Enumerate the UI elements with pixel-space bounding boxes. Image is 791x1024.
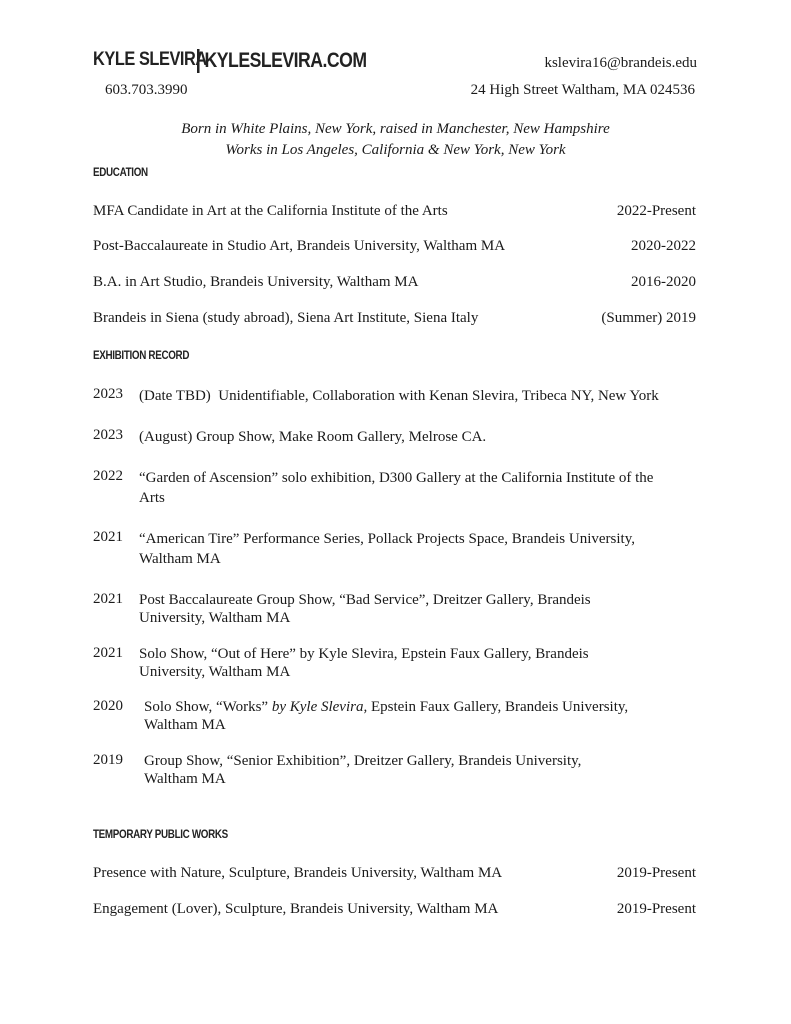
exhibition-venue: Epstein Faux Gallery, Brandeis University, <box>370 699 629 715</box>
education-date: 2016-2020 <box>631 274 696 290</box>
exhibition-line <box>144 698 628 716</box>
website-link[interactable]: KYLESLEVIRA.COM <box>197 49 367 73</box>
education-title: MFA Candidate in Art at the California Institute of the Arts <box>93 203 448 219</box>
bio-workplace: Works in Los Angeles, California & New York, New York <box>225 142 566 158</box>
education-item <box>93 238 696 255</box>
exhibition-entry <box>139 645 589 681</box>
phone-number: 603.703.3990 <box>105 82 188 98</box>
public-work-title: Presence with Nature, Sculpture, Brandeis University, Waltham MA <box>93 865 503 881</box>
exhibition-line: Waltham MA <box>144 717 226 733</box>
exhibition-title: Solo Show, “Works” <box>144 699 269 715</box>
education-item <box>93 203 696 220</box>
education-heading: EDUCATION <box>93 165 148 179</box>
exhibition-artist: by Kyle Slevira, <box>271 699 368 715</box>
exhibition-entry <box>139 427 486 447</box>
exhibition-line: Solo Show, “Out of Here” by Kyle Slevira, Epstein Faux Gallery, Brandeis <box>139 646 589 662</box>
exhibition-year: 2021 <box>93 645 123 661</box>
exhibition-line: Waltham MA <box>144 771 226 787</box>
education-title: B.A. in Art Studio, Brandeis University, Waltham MA <box>93 274 419 290</box>
education-title: Post-Baccalaureate in Studio Art, Brandeis University, Waltham MA <box>93 238 506 254</box>
exhibition-year: 2021 <box>93 591 123 607</box>
education-date: (Summer) 2019 <box>601 310 696 326</box>
exhibition-entry <box>144 752 581 788</box>
exhibition-line: University, Waltham MA <box>139 664 291 680</box>
exhibition-year: 2022 <box>93 468 123 484</box>
exhibition-line: (August) Group Show, Make Room Gallery, Melrose CA. <box>139 429 487 445</box>
exhibition-line: “American Tire” Performance Series, Pollack Projects Space, Brandeis University, <box>139 531 635 547</box>
exhibition-year: 2019 <box>93 752 123 768</box>
exhibition-entry <box>139 386 659 406</box>
education-date: 2020-2022 <box>631 238 696 254</box>
education-title: Brandeis in Siena (study abroad), Siena Art Institute, Siena Italy <box>93 310 479 326</box>
public-work-item <box>93 901 696 918</box>
exhibition-year: 2020 <box>93 698 123 714</box>
exhibition-line: Waltham MA <box>139 551 221 567</box>
exhibition-line: University, Waltham MA <box>139 610 291 626</box>
education-item <box>93 274 696 291</box>
exhibition-line: Post Baccalaureate Group Show, “Bad Service”, Dreitzer Gallery, Brandeis <box>139 592 591 608</box>
exhibition-heading: EXHIBITION RECORD <box>93 348 190 362</box>
public-work-date: 2019-Present <box>616 901 696 917</box>
email-link[interactable]: kslevira16@brandeis.edu <box>544 55 697 71</box>
exhibition-entry <box>139 529 635 569</box>
exhibition-line: Arts <box>139 490 165 506</box>
exhibition-line: “Garden of Ascension” solo exhibition, D300 Gallery at the California Institute of the <box>139 470 654 486</box>
exhibition-entry <box>139 591 591 627</box>
exhibition-line: (Date TBD) Unidentifiable, Collaboration with Kenan Slevira, Tribeca NY, New York <box>139 388 659 404</box>
street-address: 24 High Street Waltham, MA 024536 <box>470 82 695 98</box>
artist-name: KYLE SLEVIRA <box>93 49 207 70</box>
education-date: 2022-Present <box>616 203 696 219</box>
exhibition-entry <box>139 468 653 508</box>
exhibition-entry <box>144 698 628 734</box>
exhibition-year: 2021 <box>93 529 123 545</box>
exhibition-year: 2023 <box>93 386 123 402</box>
exhibition-year: 2023 <box>93 427 123 443</box>
exhibition-line: Group Show, “Senior Exhibition”, Dreitzer Gallery, Brandeis University, <box>144 753 582 769</box>
public-work-date: 2019-Present <box>616 865 696 881</box>
bio-birthplace: Born in White Plains, New York, raised in Manchester, New Hampshire <box>181 121 610 137</box>
public-work-title: Engagement (Lover), Sculpture, Brandeis University, Waltham MA <box>93 901 499 917</box>
public-works-heading: TEMPORARY PUBLIC WORKS <box>93 827 228 841</box>
education-item <box>93 310 696 327</box>
public-work-item <box>93 865 696 882</box>
